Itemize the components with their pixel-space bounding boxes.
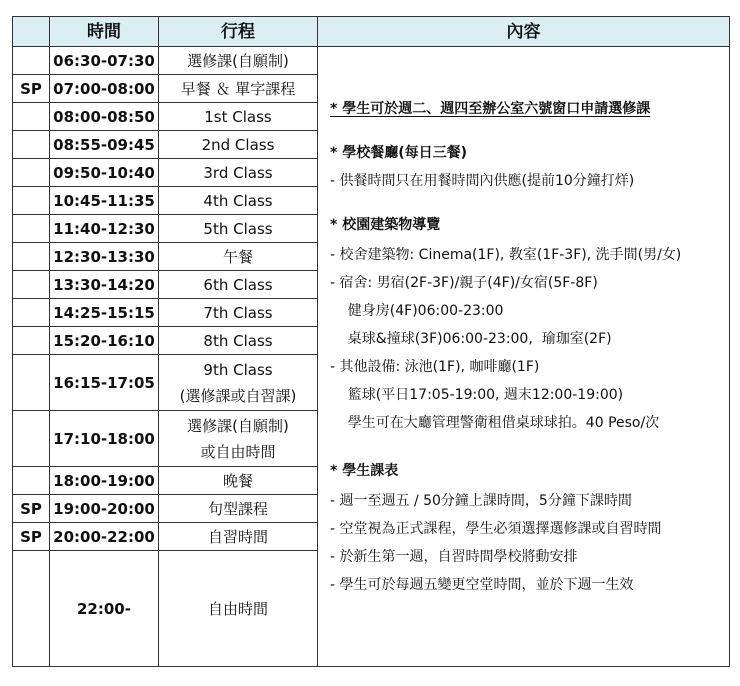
activity-line: (選修課或自習課) bbox=[179, 386, 297, 405]
activity-cell bbox=[159, 271, 318, 299]
time-cell: 08:00-08:50 bbox=[50, 103, 159, 131]
activity-cell bbox=[159, 159, 318, 187]
sp-marker bbox=[13, 467, 50, 495]
schedule-line: - 學生可於每週五變更空堂時間，並於下週一生效 bbox=[330, 577, 634, 593]
time-cell: 06:30-07:30 bbox=[50, 47, 159, 75]
sp-marker: SP bbox=[13, 75, 50, 103]
sp-marker bbox=[13, 299, 50, 327]
activity-cell bbox=[159, 187, 318, 215]
content-cell bbox=[318, 47, 730, 667]
time-cell: 20:00-22:00 bbox=[50, 523, 159, 551]
activity-cell bbox=[159, 467, 318, 495]
campus-line: 健身房(4F)06:00-23:00 bbox=[330, 303, 504, 319]
activity-cell bbox=[159, 523, 318, 551]
sp-marker bbox=[13, 131, 50, 159]
sp-marker bbox=[13, 187, 50, 215]
activity-cell bbox=[159, 355, 318, 411]
time-cell: 13:30-14:20 bbox=[50, 271, 159, 299]
sp-marker bbox=[13, 327, 50, 355]
activity-cell bbox=[159, 551, 318, 667]
activity-cell bbox=[159, 47, 318, 75]
activity-line: 自由時間 bbox=[207, 599, 268, 618]
activity-cell bbox=[159, 243, 318, 271]
header-sp bbox=[13, 17, 50, 47]
time-cell: 18:00-19:00 bbox=[50, 467, 159, 495]
schedule-line: - 週一至週五 / 50分鐘上課時間，5分鐘下課時間 bbox=[330, 493, 632, 509]
sp-marker bbox=[13, 411, 50, 467]
activity-line: 午餐 bbox=[222, 247, 253, 266]
activity-line: 6th Class bbox=[203, 275, 273, 294]
sp-marker: SP bbox=[13, 495, 50, 523]
activity-line: 選修課(自願制) bbox=[187, 416, 289, 435]
activity-line: 5th Class bbox=[203, 219, 273, 238]
campus-title: * 校園建築物導覽 bbox=[330, 217, 441, 233]
activity-cell bbox=[159, 75, 318, 103]
activity-line: 7th Class bbox=[203, 303, 273, 322]
time-cell: 09:50-10:40 bbox=[50, 159, 159, 187]
time-cell: 08:55-09:45 bbox=[50, 131, 159, 159]
sp-marker bbox=[13, 243, 50, 271]
header-time: 時間 bbox=[50, 17, 159, 47]
sp-marker bbox=[13, 103, 50, 131]
header-row bbox=[13, 17, 730, 47]
activity-line: 3rd Class bbox=[203, 163, 273, 182]
activity-cell bbox=[159, 495, 318, 523]
content-notes bbox=[318, 47, 729, 599]
schedule-line: - 於新生第一週，自習時間學校將動安排 bbox=[330, 549, 578, 565]
campus-line: - 校舍建築物: Cinema(1F), 教室(1F-3F), 洗手間(男/女) bbox=[330, 247, 682, 263]
activity-cell bbox=[159, 327, 318, 355]
activity-cell bbox=[159, 215, 318, 243]
sp-marker bbox=[13, 355, 50, 411]
cafeteria-line: - 供餐時間只在用餐時間內供應(提前10分鐘打烊) bbox=[330, 173, 635, 189]
time-cell: 19:00-20:00 bbox=[50, 495, 159, 523]
sp-marker bbox=[13, 551, 50, 667]
schedule-body bbox=[13, 47, 730, 667]
campus-line: 籃球(平日17:05-19:00, 週末12:00-19:00) bbox=[330, 387, 624, 403]
activity-cell bbox=[159, 299, 318, 327]
cafeteria-title: * 學校餐廳(每日三餐) bbox=[330, 145, 467, 161]
campus-line: 學生可在大廳管理警衛租借桌球球拍。40 Peso/次 bbox=[330, 415, 660, 431]
header-schedule: 行程 bbox=[159, 17, 318, 47]
time-cell: 22:00- bbox=[50, 551, 159, 667]
activity-cell bbox=[159, 411, 318, 467]
campus-line: - 宿舍: 男宿(2F-3F)/親子(4F)/女宿(5F-8F) bbox=[330, 275, 598, 291]
sp-marker bbox=[13, 47, 50, 75]
activity-line: 自習時間 bbox=[207, 527, 268, 546]
time-cell: 11:40-12:30 bbox=[50, 215, 159, 243]
header-content: 內容 bbox=[318, 17, 730, 47]
activity-line: 句型課程 bbox=[207, 499, 268, 518]
time-cell: 16:15-17:05 bbox=[50, 355, 159, 411]
time-cell: 14:25-15:15 bbox=[50, 299, 159, 327]
sp-marker bbox=[13, 159, 50, 187]
activity-line: 4th Class bbox=[203, 191, 273, 210]
campus-line: - 其他設備: 泳池(1F), 咖啡廳(1F) bbox=[330, 359, 540, 375]
elective-note: * 學生可於週二、週四至辦公室六號窗口申請選修課 bbox=[330, 101, 651, 117]
activity-line: 8th Class bbox=[203, 331, 273, 350]
sp-marker: SP bbox=[13, 523, 50, 551]
campus-line: 桌球&撞球(3F)06:00-23:00, 瑜珈室(2F) bbox=[330, 331, 612, 347]
activity-line: 1st Class bbox=[204, 107, 272, 126]
activity-line: 9th Class bbox=[203, 360, 273, 379]
time-cell: 17:10-18:00 bbox=[50, 411, 159, 467]
activity-line: 晚餐 bbox=[222, 471, 253, 490]
schedule-title: * 學生課表 bbox=[330, 463, 399, 479]
time-cell: 15:20-16:10 bbox=[50, 327, 159, 355]
activity-line: 早餐 ＆ 單字課程 bbox=[180, 79, 296, 98]
activity-line: 選修課(自願制) bbox=[187, 51, 289, 70]
table-row bbox=[13, 47, 730, 75]
activity-line: 或自由時間 bbox=[200, 442, 276, 461]
activity-cell bbox=[159, 131, 318, 159]
schedule-table bbox=[12, 16, 730, 667]
schedule-line: - 空堂視為正式課程，學生必須選擇選修課或自習時間 bbox=[330, 521, 662, 537]
time-cell: 07:00-08:00 bbox=[50, 75, 159, 103]
time-cell: 10:45-11:35 bbox=[50, 187, 159, 215]
time-cell: 12:30-13:30 bbox=[50, 243, 159, 271]
activity-line: 2nd Class bbox=[201, 135, 275, 154]
sp-marker bbox=[13, 215, 50, 243]
activity-cell bbox=[159, 103, 318, 131]
sp-marker bbox=[13, 271, 50, 299]
